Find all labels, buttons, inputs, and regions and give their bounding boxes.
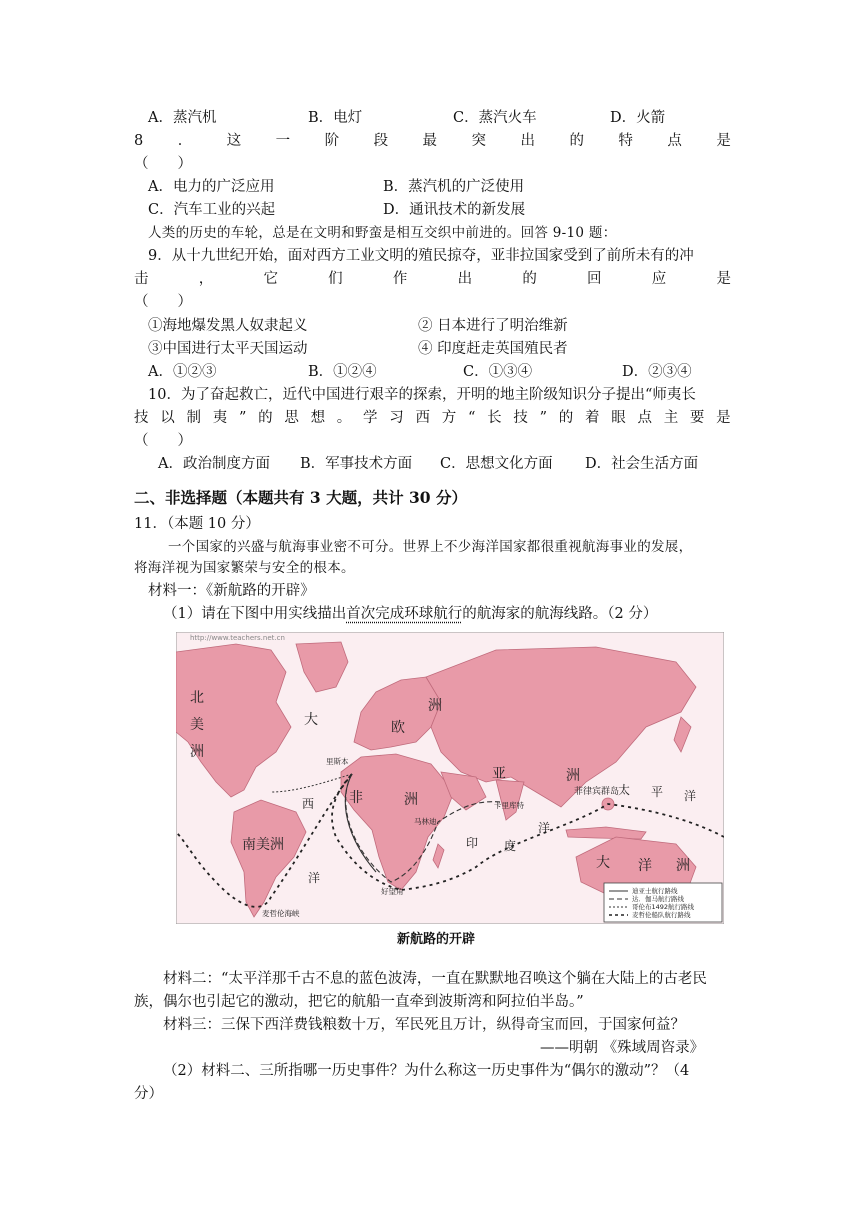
q10-option-d: D．社会生活方面 [585, 456, 699, 472]
q11-material2-line1: 材料二：“太平洋那千古不息的蓝色波涛，一直在默默地召唤这个躺在大陆上的古老民 [163, 971, 707, 987]
label-oceania-2: 洋 [638, 858, 652, 874]
q9-line1: 9．从十九世纪开始，面对西方工业文明的殖民掠夺，亚非拉国家受到了前所未有的冲 [148, 248, 694, 264]
label-pacific-1: 太 [618, 783, 631, 797]
legend-columbus: 哥伦布1492航行路线 [632, 903, 695, 911]
q10-answer-paren: （ ） [134, 433, 192, 449]
q8-option-d: D．通讯技术的新发展 [383, 202, 526, 218]
legend-dias: 迪亚士航行路线 [632, 887, 678, 895]
q11-sub2-line2: 分） [134, 1086, 163, 1102]
label-indian-1: 印 [466, 836, 479, 850]
q9-item-3: ③中国进行太平天国运动 [148, 341, 308, 357]
label-philippines: 菲律宾群岛 [574, 787, 620, 797]
q11-header: 11．（本题 10 分） [134, 516, 260, 532]
q11-material3: 材料三：三保下西洋费钱粮数十万，军民死且万计，纵得奇宝而回，于国家何益？ [163, 1017, 685, 1033]
q11-material1: 材料一：《新航路的开辟》 [148, 583, 315, 599]
q8-stem: 8 ． 这 一 阶 段 最 突 出 的 特 点 是 [134, 133, 731, 149]
q9-item-1: ①海地爆发黑人奴隶起义 [148, 318, 308, 334]
label-europe-2: 洲 [428, 698, 442, 714]
q7-option-d: D．火箭 [610, 110, 666, 126]
q9-option-c: C．①③④ [463, 364, 533, 380]
q7-option-a: A．蒸汽机 [148, 110, 217, 126]
label-malindi: 马林迪 [414, 817, 437, 826]
q11-material3-source: ——明朝 《殊域周咨录》 [540, 1040, 705, 1056]
label-pacific-2: 平 [651, 785, 664, 799]
label-africa-1: 非 [349, 790, 363, 806]
q9-option-d: D．②③④ [622, 364, 692, 380]
q8-option-a: A．电力的广泛应用 [148, 179, 275, 195]
label-america: 美 [190, 717, 204, 733]
q11-intro-line1: 一个国家的兴盛与航海事业密不可分。世界上不少海洋国家都很重视航海事业的发展， [168, 539, 693, 555]
label-da: 大 [304, 712, 318, 728]
label-oceania-1: 大 [596, 855, 610, 871]
q9-item-2: ② 日本进行了明治维新 [418, 318, 568, 334]
q11-intro-line2: 将海洋视为国家繁荣与安全的根本。 [134, 560, 355, 576]
q9-item-4: ④ 印度赶走英国殖民者 [418, 341, 568, 357]
label-zhou-america: 洲 [190, 744, 204, 760]
label-magellan-strait: 麦哲伦海峡 [262, 909, 300, 918]
q9-option-b: B．①②④ [308, 364, 377, 380]
q9-line2: 击 ， 它 们 作 出 的 回 应 是 [134, 271, 731, 287]
q8-option-b: B．蒸汽机的广泛使用 [383, 179, 525, 195]
map-watermark: http://www.teachers.net.cn [190, 634, 285, 642]
q9-answer-paren: （ ） [134, 294, 192, 310]
label-oceania-3: 洲 [676, 858, 690, 874]
q10-line1: 10．为了奋起救亡，近代中国进行艰辛的探索，开明的地主阶级知识分子提出“师夷长 [148, 387, 696, 403]
label-africa-2: 洲 [404, 792, 418, 808]
map-caption: 新航路的开辟 [397, 932, 476, 947]
label-indian-2: 度 [504, 839, 517, 853]
label-asia-2: 洲 [566, 768, 580, 784]
label-north: 北 [190, 690, 204, 706]
label-yang: 洋 [308, 871, 321, 885]
map-legend [604, 883, 722, 922]
intro-9-10: 人类的历史的车轮，总是在文明和野蛮是相互交织中前进的。回答 9-10 题： [148, 225, 617, 241]
label-europe-1: 欧 [391, 720, 405, 736]
emphasis-dotted: 首次完成环球航行 [346, 606, 463, 622]
q10-option-a: A．政治制度方面 [158, 456, 270, 472]
q7-option-b: B．电灯 [308, 110, 363, 126]
legend-magellan: 麦哲伦船队航行路线 [632, 911, 691, 919]
label-south-america: 南美洲 [242, 837, 284, 853]
q10-option-b: B．军事技术方面 [300, 456, 413, 472]
q11-material2-line2: 族，偶尔也引起它的激动，把它的航船一直牵到波斯湾和阿拉伯半岛。” [134, 994, 584, 1010]
q11-sub2-line1: （2）材料二、三所指哪一历史事件？为什么称这一历史事件为“偶尔的激动”？（4 [163, 1063, 690, 1079]
q10-line2: 技 以 制 夷 ” 的 思 想 。 学 习 西 方 “ 长 技 ” 的 着 眼 点 主 要 是 [134, 410, 731, 426]
q11-sub1: （1）请在下图中用实线描出首次完成环球航行的航海家的航海线路。（2 分） [163, 606, 658, 622]
q7-option-c: C．蒸汽火车 [453, 110, 537, 126]
q8-answer-paren: （ ） [134, 156, 192, 172]
section-2-title: 二、非选择题（本题共有 3 大题，共计 30 分） [134, 488, 467, 507]
label-calicut: 卡里库特 [494, 801, 524, 810]
q8-option-c: C．汽车工业的兴起 [148, 202, 276, 218]
legend-da-gama: 达．伽马航行路线 [632, 895, 684, 903]
label-indian-3: 洋 [538, 821, 551, 835]
label-pacific-3: 洋 [684, 789, 697, 803]
new-sea-routes-map [176, 632, 724, 924]
label-xi: 西 [302, 797, 315, 811]
label-asia-1: 亚 [492, 766, 506, 782]
q9-option-a: A．①②③ [148, 364, 217, 380]
label-cape: 好望角 [381, 887, 404, 896]
label-lisbon: 里斯本 [326, 757, 349, 766]
q10-option-c: C．思想文化方面 [440, 456, 553, 472]
